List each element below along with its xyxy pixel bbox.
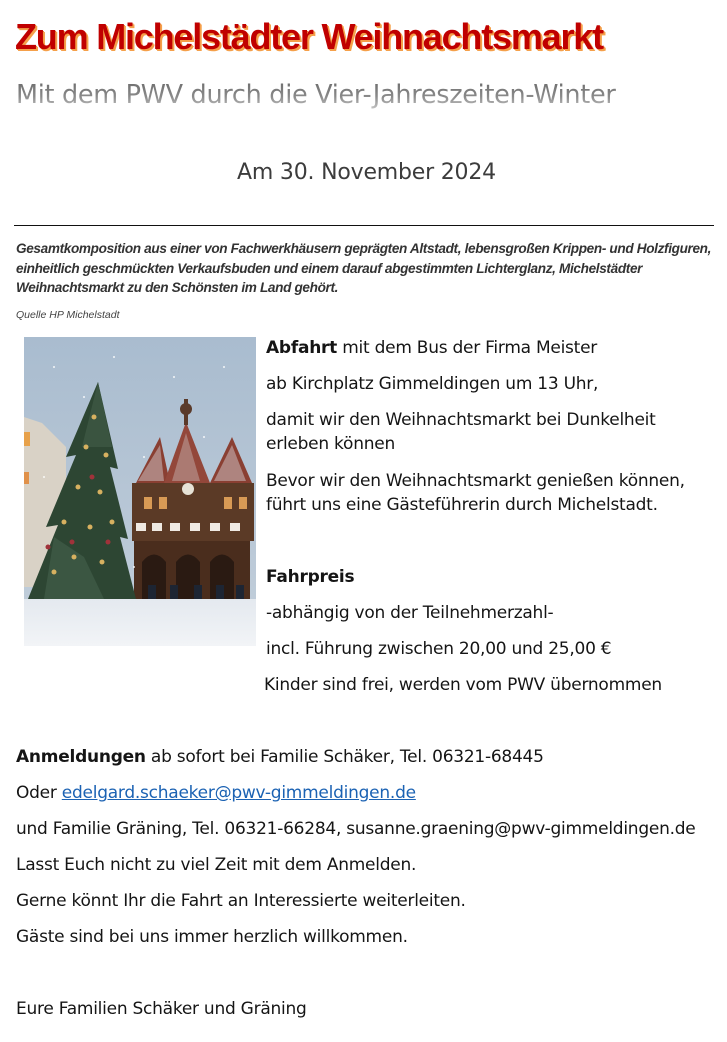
fare-line-3: Kinder sind frei, werden vom PWV übernommen	[264, 675, 662, 695]
registration-line-1	[16, 745, 544, 769]
registration-line-2-prefix: Oder	[16, 783, 62, 803]
registration-line-4: Lasst Euch nicht zu viel Zeit mit dem Anmelden.	[16, 855, 417, 875]
departure-label: Abfahrt	[266, 338, 338, 358]
departure-line-2: ab Kirchplatz Gimmeldingen um 13 Uhr,	[266, 374, 599, 394]
departure-line-1-text: mit dem Bus der Firma Meister	[337, 338, 598, 358]
registration-line-2	[16, 781, 416, 805]
michelstadt-town-hall-photo	[24, 337, 256, 646]
departure-line-1	[266, 336, 597, 360]
registration-line-1-text: ab sofort bei Familie Schäker, Tel. 06321-68445	[145, 747, 544, 767]
registration-line-6: Gäste sind bei uns immer herzlich willkommen.	[16, 927, 408, 947]
registration-line-5: Gerne könnt Ihr die Fahrt an Interessierte weiterleiten.	[16, 891, 466, 911]
fare-label: Fahrpreis	[266, 567, 355, 587]
fare-line-2: incl. Führung zwischen 20,00 und 25,00 €	[266, 639, 612, 659]
departure-line-3: damit wir den Weihnachtsmarkt bei Dunkelheit erleben können	[266, 410, 656, 454]
email-link-schaeker[interactable]: edelgard.schaeker@pwv-gimmeldingen.de	[61, 783, 416, 803]
registration-label: Anmeldungen	[16, 747, 146, 767]
horizontal-divider	[14, 225, 714, 226]
intro-quote: Gesamtkomposition aus einer von Fachwerkhäusern geprägten Altstadt, lebensgroßen Krippen- und Holzfiguren, einheitlich geschmückten Verkaufsbuden und einem darauf abgestimmten Lichterglanz, Michelstädter Weihnachtsmarkt zu den Schönsten im Land gehört.	[16, 241, 712, 295]
page-subtitle: Mit dem PWV durch die Vier-Jahreszeiten-Winter	[16, 80, 616, 110]
departure-line-4: Bevor wir den Weihnachtsmarkt genießen können, führt uns eine Gästeführerin durch Michelstadt.	[266, 471, 685, 515]
fare-line-1: -abhängig von der Teilnehmerzahl-	[266, 603, 554, 623]
fare-heading	[266, 565, 354, 589]
quote-source: Quelle HP Michelstadt	[16, 309, 120, 321]
event-date: Am 30. November 2024	[237, 160, 496, 185]
page-title: Zum Michelstädter Weihnachtsmarkt	[15, 16, 603, 57]
signature: Eure Familien Schäker und Gräning	[16, 999, 307, 1019]
registration-line-3: und Familie Gräning, Tel. 06321-66284, susanne.graening@pwv-gimmeldingen.de	[16, 819, 696, 839]
